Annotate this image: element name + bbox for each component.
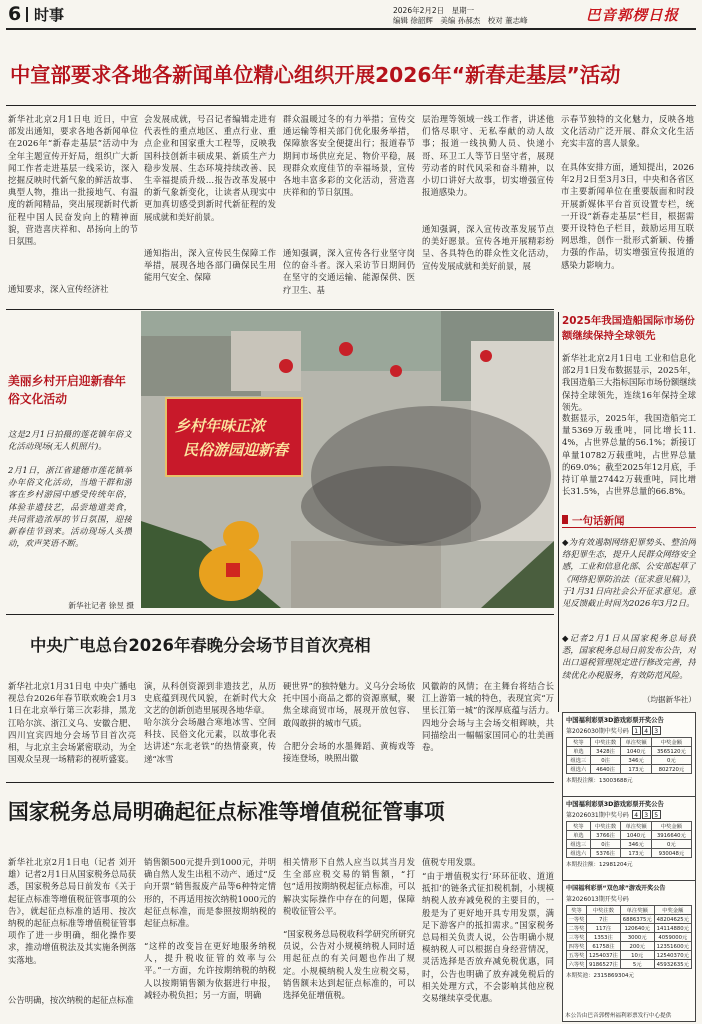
lead-text-1: 新华社北京2月1日电 近日，中宣部发出通知，要求各地各新闻单位在2026年“新春走基层”活动中为全年主题宣传开好局，组织广大新闻工作者走进基层一线采访，深入挖掘反映时代新气象的鲜活故事、典型人物，推出一批接地气、有温度的新闻精品，突出展现新时代新征程中国人民奋发向上的精神面貌，营造喜庆祥和、昂扬向上的节日氛围。 — [8, 114, 138, 247]
table-cell: 中奖金额 — [654, 906, 691, 915]
lottery-b-issue — [566, 810, 692, 819]
section-name: 时事 — [34, 6, 65, 24]
tax-column-2 — [144, 856, 276, 1022]
table-cell: 中奖金额 — [651, 738, 691, 747]
table-cell: 0注 — [590, 840, 620, 849]
lottery-a-title: 中国福利彩票3D游戏彩票开奖公告 — [566, 717, 664, 724]
table-row — [567, 738, 692, 747]
table-row — [567, 822, 692, 831]
page-header — [8, 4, 696, 26]
brief-credit: （均据新华社） — [642, 695, 696, 704]
page-number: 6 — [8, 3, 22, 25]
table-cell: 单注奖额 — [621, 822, 651, 831]
table-cell: 一等奖 — [567, 915, 587, 924]
lottery-b-pool: 本期投注额：12981204元 — [566, 862, 633, 868]
lottery-b-table — [566, 821, 692, 858]
table-cell: 4059000元 — [654, 933, 691, 942]
lead-headline: 中宣部要求各地各新闻单位精心组织开展2026年“新春走基层”活动 — [10, 63, 621, 87]
table-cell: 48204625元 — [654, 915, 691, 924]
lead-text-2: 会发展成就，号召记者编辑走进有代表性的重点地区、重点行业、重点企业和国家重大工程等，反映我国科技创新丰硕成果、新质生产力稳步发展、生态环境持续改善、民生幸福提质升级…报告改革发展中的新气象新变化，让读者从现实中更加真切感受到新时代新征程的发展成就和美好前景。 — [144, 114, 276, 222]
table-row — [567, 960, 692, 969]
lottery-b-number-1: 4 — [632, 810, 641, 819]
gala-column-3 — [283, 680, 415, 778]
lottery-c-title: 中国福利彩票“双色球”游戏开奖公告 — [566, 885, 666, 892]
lottery-a-table — [566, 737, 692, 774]
table-cell: 120640元 — [620, 924, 654, 933]
lead-column-1 — [8, 113, 138, 307]
table-cell: 奖等 — [567, 906, 587, 915]
lead-column-5 — [561, 113, 694, 307]
table-row — [567, 840, 692, 849]
table-cell: 117注 — [587, 924, 621, 933]
table-cell: 802720元 — [651, 765, 691, 774]
table-row — [567, 756, 692, 765]
photo-caption-body: 2月1日，浙江省建德市莲花镇举办年俗文化活动，当地干群和游客在乡村游园中感受传统年俗，体验非遗技艺，品尝地道美食，共同营造浓厚的节日氛围，迎接新春佳节到来。活动现场人头攒动，欢声笑语不断。 — [8, 465, 132, 549]
brief-item-1: ◆为有效遏制网络犯罪势头、整治网络犯罪生态，提升人民群众网络安全感，工业和信息化部、公安部起草了《网络犯罪防治法（征求意见稿）》，于1月31日向社会公开征求意见。意见反馈截止时间为2026年3月2日。 — [562, 537, 696, 609]
gala-text-2: 演，从科创资源到非遗技艺，从历史底蕴到现代风貌，在新时代大众文艺的创新创造里展现各地华章。 — [144, 681, 276, 716]
lottery-a-number-2: 4 — [642, 726, 651, 735]
table-cell: 12540370元 — [654, 951, 691, 960]
gala-text-4: 风徽韵的风情；在主舞台将结合长江上游第一城的特色，表现宜宾“万里长江第一城”的深厚底蕴与活力。四地分会场与主会场交相辉映，共同描绘出一幅幅家国同心的壮美画卷。 — [422, 681, 554, 753]
lottery-b-issue-label: 第2026031期中奖号码 — [566, 812, 629, 819]
table-cell: 三等奖 — [567, 933, 587, 942]
table-cell: 12351600元 — [654, 942, 691, 951]
table-cell: 单注奖额 — [621, 738, 651, 747]
tax-text-3b: “国家税务总局税收科学研究所研究员说，公告对小规模纳税人同时适用起征点的有关问题也作出了规定。小规模纳税人发生应税交易，销售额未达到起征点标准的，可以选择免征增值税。 — [283, 929, 415, 1001]
table-cell: 5元 — [620, 960, 654, 969]
table-cell: 奖等 — [567, 738, 591, 747]
table-row — [567, 924, 692, 933]
lead-text-1b: 通知要求，深入宣传经济社 — [8, 284, 109, 294]
lottery-3d-a — [563, 713, 695, 797]
brief-marker — [562, 515, 568, 524]
lottery-a-issue — [566, 726, 692, 735]
table-cell: 14114880元 — [654, 924, 691, 933]
lead-text-3b: 通知强调，深入宣传各行业坚守岗位的奋斗者。深入采访节日期间仍在坚守的交通运输、能源保供、医疗卫生、基 — [283, 248, 415, 295]
gala-text-3b: 合肥分会场的水墨舞蹈、黄梅戏等接连登场，映照出徽 — [283, 741, 415, 764]
gala-headline: 中央广电总台2026年春晚分会场节目首次亮相 — [30, 636, 371, 655]
table-cell: 4640注 — [590, 765, 620, 774]
news-photo — [141, 311, 554, 608]
table-cell: 346元 — [621, 840, 651, 849]
tax-text-2b: “这样的改变旨在更好地服务纳税人，提升税收征管的效率与公平。”一方面，允许按期纳税的纳税人以按期销售额为依据进行申报，减轻办税负担；另一方面，明确 — [144, 941, 276, 1000]
brief-box — [562, 512, 696, 708]
gala-text-2b: 哈尔滨分会场融合寒地冰雪、空间科技、民俗文化元素，以故事化表达讲述“东北老铁”的热情豪爽，传递“冰雪 — [144, 717, 276, 764]
lottery-a-pool: 本期投注额：13003688元 — [566, 778, 633, 784]
table-cell: 0元 — [651, 756, 691, 765]
table-cell: 3000元 — [620, 933, 654, 942]
banner-line-1: 乡村年味正浓 — [175, 417, 266, 435]
table-cell: 3916640元 — [651, 831, 691, 840]
table-cell: 单注奖额 — [620, 906, 654, 915]
lead-column-4 — [422, 113, 554, 307]
lottery-c-issue: 第2026013期开奖号码 — [566, 896, 629, 903]
table-cell: 四等奖 — [567, 942, 587, 951]
table-cell: 45932635元 — [654, 960, 691, 969]
table-cell: 二等奖 — [567, 924, 587, 933]
lottery-a-number-3: 3 — [652, 726, 661, 735]
table-cell: 1254037注 — [587, 951, 621, 960]
lottery-b-number-3: 5 — [652, 810, 661, 819]
tax-text-2: 销售额500元提升到1000元，并明确自然人发生出租不动产、通过“反向开票”销售报废产品等6种特定情形的，不再适用按次纳税1000元的起征点标准，而是参照按期纳税的起征点标准。 — [144, 857, 276, 929]
gala-text-1: 新华社北京1月31日电 中央广播电视总台2026年春节联欢晚会1月31日在北京举行第三次彩排，黑龙江哈尔滨、浙江义乌、安徽合肥、四川宜宾四地分会场节目首次亮相，与北京主会场紧密联动，为全国观众呈现一场精彩的视听盛宴。 — [8, 681, 136, 765]
tax-column-1 — [8, 856, 136, 1022]
lead-text-5b: 在具体安排方面，通知提出，2026年2月2日至3月3日，中央和各省区市主要新闻单位在重要版面和时段开展新媒体平台首页设置专栏，统一开设“新春走基层”栏目，根据需要开设特色子栏目，鼓励运用互联网思维，创作一批形式新颖、传播力强的作品，切实增强宣传报道的感染力影响力。 — [561, 162, 694, 270]
right-column-divider — [558, 312, 559, 712]
lottery-block — [562, 712, 696, 1022]
table-cell: 173元 — [621, 849, 651, 858]
table-cell: 单选 — [567, 831, 591, 840]
lead-bottom-rule — [6, 309, 554, 310]
table-cell: 奖等 — [567, 822, 591, 831]
gala-top-rule — [6, 614, 554, 615]
lottery-b-title: 中国福利彩票3D游戏彩票开奖公告 — [566, 801, 664, 808]
table-cell: 中奖注数 — [587, 906, 621, 915]
table-cell: 单选 — [567, 747, 591, 756]
table-row — [567, 933, 692, 942]
lead-text-4b: 通知强调，深入宣传改革发展节点的美好愿景。宣传各地开展精彩纷呈、各具特色的群众性文化活动，宣传发展成就和美好前景，展 — [422, 224, 554, 271]
photo-credit: 新华社记者 徐昱 摄 — [68, 601, 134, 610]
lead-text-4: 层治理等领域一线工作者，讲述他们恪尽职守、无私奉献的动人故事；报道一线执勤人员、快递小哥、环卫工人等节日坚守者，展现劳动者的时代风采和奋斗精神，以小切口讲好大故事，切实增强宣传报道感染力。 — [422, 114, 554, 198]
table-cell: 9186527注 — [587, 960, 621, 969]
table-row — [567, 747, 692, 756]
table-row — [567, 765, 692, 774]
table-cell: 组选六 — [567, 765, 591, 774]
tax-text-3: 相关情形下自然人应当以其当月发生全部应税交易的销售额，“打包”适用按期纳税起征点标准，可以解决实际操作中存在的问题，保障税收征管公平。 — [283, 857, 415, 916]
tax-text-4b: “由于增值税实行‘环环征收、道道抵扣’的链条式征扣税机制，小规模纳税人放弃减免税的主要目的，一般是为了更好地开具专用发票，满足下游客户的抵扣需求。”国家税务总局相关负责人说，公告明确小规模纳税人可以根据自身经营情况，灵活选择是否放弃减免税优惠，同时，公告也明确了放弃减免税后的相关处理方式，不会影响其他应税交易继续享受优惠。 — [422, 871, 554, 1004]
header-divider — [26, 7, 28, 22]
tax-text-4: 值税专用发票。 — [422, 857, 481, 867]
table-cell: 173元 — [621, 765, 651, 774]
table-cell: 6886375元 — [620, 915, 654, 924]
lottery-a-issue-label: 第2026030期中奖号码 — [566, 728, 629, 735]
table-row — [567, 915, 692, 924]
lead-text-2b: 通知指出，深入宣传民生保障工作举措，展现各地各部门确保民生用能用气安全、保障 — [144, 248, 276, 283]
tax-text-1b: 公告明确，按次纳税的起征点标准 — [8, 995, 134, 1005]
trade-text-1: 新华社北京2月1日电 工业和信息化部2月1日发布数据显示，2025年，我国造船三大指标国际市场份额继续保持全球领先，连续16年保持全球领先。 — [562, 353, 696, 412]
table-cell: 3565120元 — [651, 747, 691, 756]
lead-column-3 — [283, 113, 415, 307]
table-cell: 0元 — [651, 840, 691, 849]
table-cell: 中奖金额 — [651, 822, 691, 831]
tax-text-1: 新华社北京2月1日电（记者 刘开雄）记者2月1日从国家税务总局获悉，国家税务总局日前发布《关于起征点标准等增值税征管事项的公告》，就起征点标准的适用、按次纳税的起征点标准等增值税征管事项作了进一步明确，细化操作要求，推动增值税法及其实施条例落实落地。 — [8, 857, 136, 965]
tax-column-4 — [422, 856, 554, 1022]
trade-headline: 2025年我国造船国际市场份额继续保持全球领先 — [562, 315, 695, 342]
masthead-logo: 巴音郭楞日报 — [586, 8, 679, 24]
table-cell: 1353注 — [587, 933, 621, 942]
table-cell: 61758注 — [587, 942, 621, 951]
table-cell: 六等奖 — [567, 960, 587, 969]
table-cell: 346元 — [621, 756, 651, 765]
photo-caption: 这是2月1日拍摄的莲花镇年俗文化活动现场(无人机照片)。 — [8, 429, 132, 452]
table-row — [567, 849, 692, 858]
lottery-c-pool: 本期奖池：2315869304元 — [566, 973, 634, 979]
trade-text-2: 数据显示，2025年，我国造船完工量5369万载重吨，同比增长11.4%，占世界总量的56.1%；新接订单量10782万载重吨，占世界总量的69.0%；截至2025年12月底，手持订单量27442万载重吨，同比增长31.5%，占世界总量的66.8%。 — [562, 413, 696, 497]
table-row — [567, 831, 692, 840]
lead-text-5: 示春节独特的文化魅力，反映各地文化活动广泛开展、群众文化生活充实丰富的喜人景象。 — [561, 114, 694, 149]
editor-line: 编辑 徐韶辉 美编 孙郝杰 校对 董志峰 — [393, 16, 528, 25]
table-cell: 7注 — [587, 915, 621, 924]
lottery-c-table — [566, 905, 692, 969]
table-row — [567, 942, 692, 951]
table-cell: 200元 — [620, 942, 654, 951]
table-cell: 1040元 — [621, 831, 651, 840]
lead-rule — [6, 105, 696, 106]
lottery-b-number-2: 3 — [642, 810, 651, 819]
table-cell: 1040元 — [621, 747, 651, 756]
date-line: 2026年2月2日 星期一 — [393, 6, 475, 15]
header-rule — [6, 28, 696, 30]
table-row — [567, 906, 692, 915]
photo-headline: 美丽乡村开启迎新春年俗文化活动 — [8, 374, 126, 406]
table-cell: 中奖注数 — [590, 738, 620, 747]
tax-top-rule — [6, 782, 554, 783]
tax-column-3 — [283, 856, 415, 1022]
tax-headline: 国家税务总局明确起征点标准等增值税征管事项 — [8, 800, 445, 824]
brief-title: 一句话新闻 — [572, 515, 625, 527]
table-cell: 中奖注数 — [590, 822, 620, 831]
brief-title-bar — [562, 512, 696, 528]
table-cell: 组选三 — [567, 756, 591, 765]
lottery-a-number-1: 1 — [632, 726, 641, 735]
lottery-3d-b — [563, 797, 695, 881]
table-cell: 0注 — [590, 756, 620, 765]
table-cell: 3766注 — [590, 831, 620, 840]
lottery-ssq — [563, 881, 695, 1005]
table-cell: 10元 — [620, 951, 654, 960]
event-banner — [165, 397, 303, 477]
table-cell: 五等奖 — [567, 951, 587, 960]
brief-item-2: ◆记者2月1日从国家税务总局获悉，国家税务总局日前发布公告，对出口退税管理规定进行修改完善，持续优化办税服务，有效防范风险。 — [562, 633, 696, 680]
table-cell: 组选三 — [567, 840, 591, 849]
banner-line-2: 民俗游园迎新春 — [183, 441, 289, 459]
table-cell: 930048元 — [651, 849, 691, 858]
gala-text-3: 硬世界”的独特魅力。义乌分会场依托中国小商品之都的资源禀赋，聚焦全球商贸市场，展现开放包容、敢闯敢拼的城市气质。 — [283, 681, 415, 728]
table-row — [567, 951, 692, 960]
gala-column-2 — [144, 680, 276, 778]
table-cell: 5376注 — [590, 849, 620, 858]
lead-column-2 — [144, 113, 276, 307]
lottery-footer-note: 本公告由巴音郭楞州福利彩票发行中心提供 — [565, 1013, 672, 1019]
table-cell: 3428注 — [590, 747, 620, 756]
trade-story — [562, 314, 696, 510]
table-cell: 组选六 — [567, 849, 591, 858]
lead-text-3: 群众温暖过冬的有力举措；宣传交通运输等相关部门优化服务举措，保障旅客安全便捷出行；报道春节期间市场供应充足、物价平稳，展现群众欢度佳节的幸福场景，宣传各地丰富多彩的文化活动，营造喜庆祥和的节日氛围。 — [283, 114, 415, 198]
photo-caption-box — [6, 312, 134, 612]
